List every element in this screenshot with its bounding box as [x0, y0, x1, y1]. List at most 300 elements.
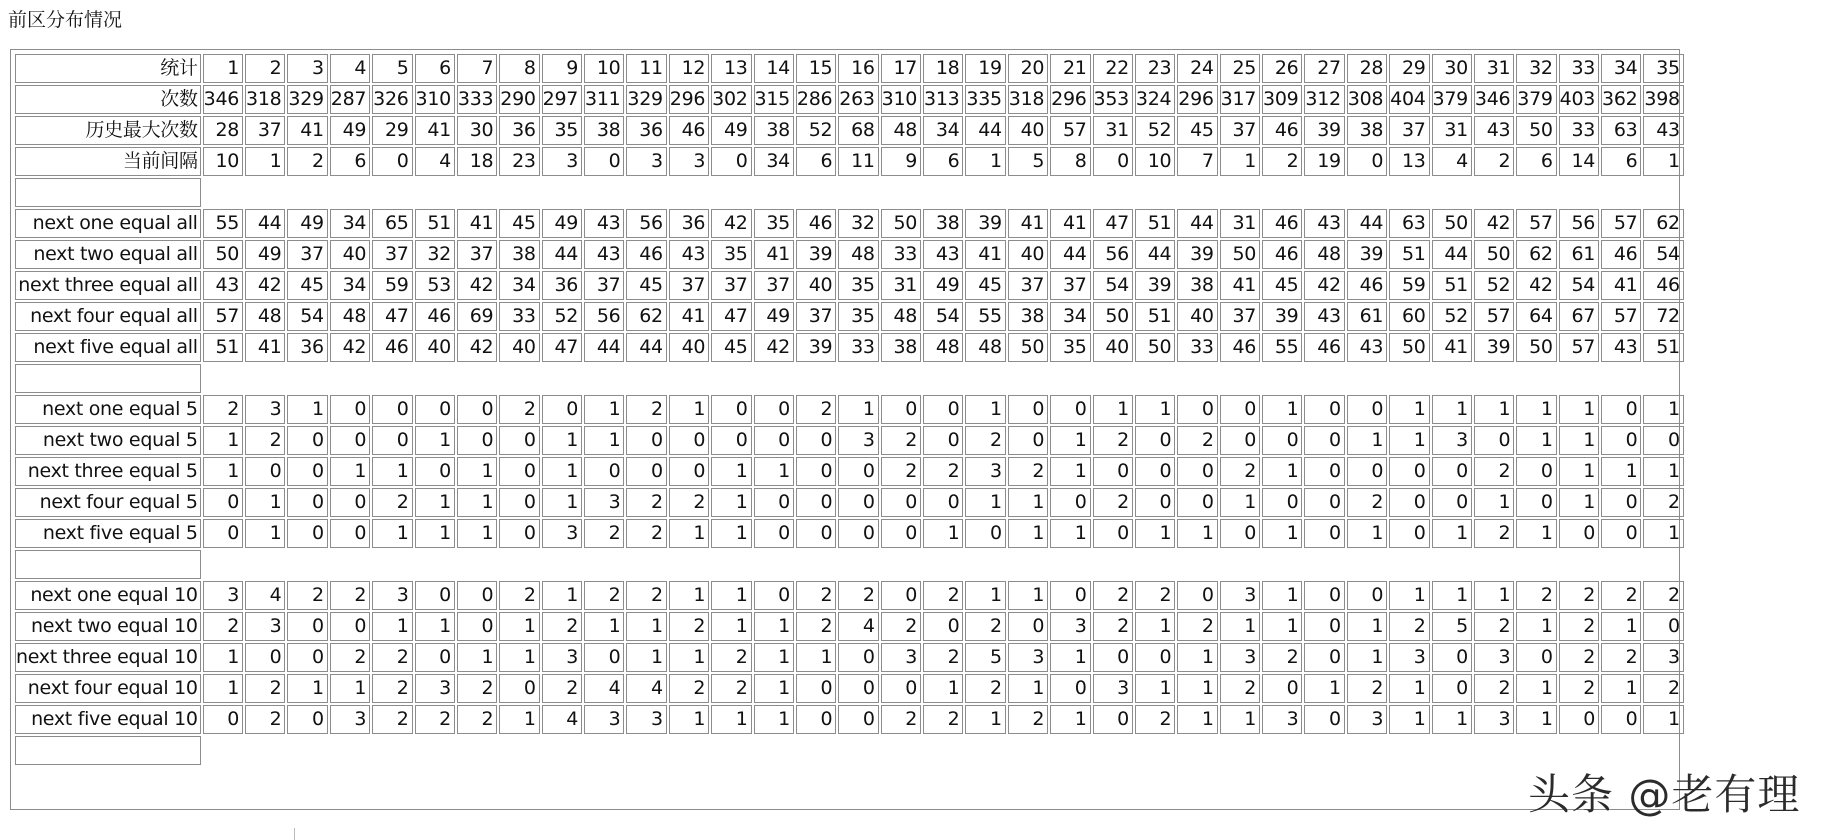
table-cell: 1	[1008, 488, 1048, 517]
table-cell: 0	[372, 395, 412, 424]
table-cell: 0	[838, 674, 878, 703]
table-cell: 3	[584, 488, 624, 517]
empty-cell	[796, 178, 836, 207]
table-cell: 1	[1008, 519, 1048, 548]
empty-cell	[457, 550, 497, 579]
table-cell: 0	[330, 519, 370, 548]
empty-cell	[669, 736, 709, 765]
empty-cell	[711, 364, 751, 393]
table-cell: 2	[1389, 612, 1429, 641]
table-cell: 0	[1389, 519, 1429, 548]
empty-cell	[1093, 364, 1133, 393]
table-cell: 346	[203, 85, 243, 114]
table-row	[15, 643, 1684, 672]
table-cell: 2	[1559, 674, 1599, 703]
table-cell: 1	[457, 488, 497, 517]
table-cell: 0	[1220, 395, 1260, 424]
table-cell: 3	[1262, 705, 1302, 734]
table-cell: 4	[838, 612, 878, 641]
table-cell: 1	[1347, 643, 1387, 672]
table-cell: 1	[1135, 395, 1175, 424]
empty-cell	[754, 736, 794, 765]
table-cell: 2	[1347, 674, 1387, 703]
table-cell: 1	[415, 612, 455, 641]
row-label: next five equal all	[15, 333, 201, 362]
table-cell: 3	[1347, 705, 1387, 734]
table-cell: 2	[881, 612, 921, 641]
table-cell: 313	[923, 85, 963, 114]
table-cell: 2	[626, 395, 666, 424]
table-cell: 0	[203, 705, 243, 734]
table-cell: 1	[1432, 581, 1472, 610]
table-cell: 39	[1304, 116, 1344, 145]
table-cell: 1	[584, 426, 624, 455]
table-cell: 8	[1050, 147, 1090, 176]
table-cell: 41	[1601, 271, 1641, 300]
table-cell: 1	[584, 612, 624, 641]
table-cell: 3	[1050, 612, 1090, 641]
table-cell: 56	[1093, 240, 1133, 269]
table-cell: 0	[796, 488, 836, 517]
table-cell: 346	[1474, 85, 1514, 114]
table-cell: 0	[245, 457, 285, 486]
empty-cell	[669, 550, 709, 579]
table-cell: 1	[1474, 488, 1514, 517]
table-cell: 63	[1601, 116, 1641, 145]
table-cell: 56	[1559, 209, 1599, 238]
table-row	[15, 271, 1684, 300]
table-cell: 3	[1220, 643, 1260, 672]
table-cell: 1	[1177, 643, 1217, 672]
table-cell: 28	[203, 116, 243, 145]
table-cell: 1	[457, 519, 497, 548]
table-cell: 50	[881, 209, 921, 238]
table-cell: 46	[626, 240, 666, 269]
table-cell: 46	[1304, 333, 1344, 362]
empty-cell	[923, 550, 963, 579]
table-cell: 0	[1304, 705, 1344, 734]
table-cell: 2	[1177, 612, 1217, 641]
table-cell: 1	[1262, 457, 1302, 486]
table-cell: 0	[1601, 426, 1641, 455]
table-cell: 0	[1432, 488, 1472, 517]
table-cell: 0	[796, 457, 836, 486]
table-cell: 0	[881, 674, 921, 703]
table-cell: 37	[1220, 116, 1260, 145]
table-cell: 0	[1516, 643, 1556, 672]
table-cell: 0	[626, 457, 666, 486]
header-row	[15, 54, 1684, 83]
table-cell: 44	[1050, 240, 1090, 269]
row-label: next five equal 10	[15, 705, 201, 734]
empty-cell	[415, 550, 455, 579]
table-cell: 286	[796, 85, 836, 114]
empty-cell	[838, 736, 878, 765]
row-label: next two equal 5	[15, 426, 201, 455]
table-cell: 46	[1601, 240, 1641, 269]
table-cell: 0	[838, 519, 878, 548]
empty-cell	[499, 178, 539, 207]
table-cell: 39	[796, 240, 836, 269]
empty-cell	[626, 550, 666, 579]
table-cell: 4	[584, 674, 624, 703]
table-cell: 23	[499, 147, 539, 176]
table-cell: 33	[1177, 333, 1217, 362]
table-cell: 1	[1262, 395, 1302, 424]
empty-cell	[245, 736, 285, 765]
table-cell: 0	[1347, 147, 1387, 176]
empty-cell	[1601, 364, 1641, 393]
table-cell: 1	[1389, 705, 1429, 734]
table-cell: 0	[415, 643, 455, 672]
table-row	[15, 116, 1684, 145]
table-cell: 40	[499, 333, 539, 362]
table-cell: 362	[1601, 85, 1641, 114]
table-cell: 6	[1601, 147, 1641, 176]
row-label: 次数	[15, 85, 201, 114]
table-cell: 3	[245, 395, 285, 424]
empty-cell	[1135, 736, 1175, 765]
table-cell: 9	[542, 54, 582, 83]
table-cell: 39	[1474, 333, 1514, 362]
table-cell: 1	[1220, 488, 1260, 517]
row-label: next three equal all	[15, 271, 201, 300]
empty-cell	[1347, 736, 1387, 765]
table-cell: 43	[1304, 209, 1344, 238]
table-cell: 329	[626, 85, 666, 114]
table-cell: 24	[1177, 54, 1217, 83]
table-cell: 0	[1516, 457, 1556, 486]
empty-cell	[1050, 364, 1090, 393]
table-cell: 1	[1177, 519, 1217, 548]
table-cell: 43	[1643, 116, 1683, 145]
table-cell: 1	[626, 643, 666, 672]
table-cell: 0	[1516, 488, 1556, 517]
table-cell: 2	[1347, 488, 1387, 517]
table-cell: 1	[1432, 705, 1472, 734]
table-cell: 290	[499, 85, 539, 114]
empty-cell	[1262, 364, 1302, 393]
table-cell: 46	[669, 116, 709, 145]
row-label: 历史最大次数	[15, 116, 201, 145]
empty-cell	[330, 178, 370, 207]
table-cell: 57	[1559, 333, 1599, 362]
table-cell: 2	[923, 581, 963, 610]
table-cell: 379	[1516, 85, 1556, 114]
table-cell: 1	[1050, 457, 1090, 486]
empty-cell	[330, 736, 370, 765]
table-cell: 40	[1008, 116, 1048, 145]
table-cell: 38	[1177, 271, 1217, 300]
table-cell: 2	[203, 395, 243, 424]
table-cell: 7	[457, 54, 497, 83]
empty-cell	[669, 178, 709, 207]
empty-cell	[542, 364, 582, 393]
row-label: next four equal 10	[15, 674, 201, 703]
table-cell: 0	[372, 147, 412, 176]
table-cell: 41	[1050, 209, 1090, 238]
table-cell: 2	[711, 643, 751, 672]
empty-cell	[245, 178, 285, 207]
table-cell: 40	[669, 333, 709, 362]
table-cell: 54	[1093, 271, 1133, 300]
table-cell: 1	[499, 612, 539, 641]
table-cell: 0	[1432, 457, 1472, 486]
table-cell: 1	[754, 705, 794, 734]
table-cell: 50	[1220, 240, 1260, 269]
empty-cell	[1389, 550, 1429, 579]
empty-cell	[499, 550, 539, 579]
table-cell: 1	[923, 519, 963, 548]
table-cell: 43	[669, 240, 709, 269]
empty-cell	[1177, 364, 1217, 393]
table-row	[15, 147, 1684, 176]
table-cell: 2	[669, 612, 709, 641]
table-cell: 3	[1643, 643, 1683, 672]
table-cell: 38	[754, 116, 794, 145]
table-cell: 0	[330, 488, 370, 517]
empty-cell	[1559, 178, 1599, 207]
table-row	[15, 612, 1684, 641]
table-cell: 2	[626, 519, 666, 548]
table-cell: 49	[330, 116, 370, 145]
table-cell: 36	[499, 116, 539, 145]
table-cell: 404	[1389, 85, 1429, 114]
table-cell: 2	[1177, 426, 1217, 455]
table-cell: 1	[1008, 674, 1048, 703]
table-cell: 1	[754, 674, 794, 703]
table-cell: 0	[1601, 705, 1641, 734]
table-cell: 39	[1135, 271, 1175, 300]
table-cell: 40	[1008, 240, 1048, 269]
table-cell: 34	[1601, 54, 1641, 83]
table-cell: 5	[1008, 147, 1048, 176]
empty-cell	[1559, 736, 1599, 765]
empty-cell	[203, 550, 243, 579]
table-cell: 28	[1347, 54, 1387, 83]
empty-cell	[1432, 178, 1472, 207]
table-cell: 32	[1516, 54, 1556, 83]
table-cell: 62	[1643, 209, 1683, 238]
table-cell: 50	[1389, 333, 1429, 362]
empty-label-cell	[15, 736, 201, 765]
empty-cell	[1304, 364, 1344, 393]
table-cell: 11	[838, 147, 878, 176]
table-cell: 27	[1304, 54, 1344, 83]
table-cell: 2	[1135, 581, 1175, 610]
table-cell: 1	[542, 457, 582, 486]
table-cell: 0	[287, 457, 327, 486]
table-cell: 0	[711, 147, 751, 176]
table-cell: 1	[754, 643, 794, 672]
table-cell: 2	[923, 457, 963, 486]
table-cell: 1	[1432, 519, 1472, 548]
table-cell: 2	[542, 674, 582, 703]
empty-cell	[1601, 550, 1641, 579]
table-cell: 57	[1516, 209, 1556, 238]
table-cell: 61	[1347, 302, 1387, 331]
table-cell: 40	[1093, 333, 1133, 362]
table-cell: 47	[542, 333, 582, 362]
table-cell: 3	[1093, 674, 1133, 703]
table-cell: 52	[796, 116, 836, 145]
row-label: next one equal 10	[15, 581, 201, 610]
table-cell: 2	[457, 705, 497, 734]
table-cell: 1	[203, 457, 243, 486]
table-cell: 15	[796, 54, 836, 83]
empty-cell	[1008, 736, 1048, 765]
empty-cell	[1389, 178, 1429, 207]
table-cell: 54	[1559, 271, 1599, 300]
table-cell: 2	[287, 147, 327, 176]
table-cell: 3	[1432, 426, 1472, 455]
table-cell: 33	[1559, 54, 1599, 83]
table-cell: 0	[1135, 488, 1175, 517]
empty-cell	[330, 550, 370, 579]
table-cell: 45	[287, 271, 327, 300]
table-cell: 0	[1177, 457, 1217, 486]
table-cell: 2	[330, 643, 370, 672]
table-cell: 0	[711, 426, 751, 455]
table-cell: 41	[287, 116, 327, 145]
table-cell: 56	[626, 209, 666, 238]
empty-cell	[1008, 550, 1048, 579]
empty-cell	[415, 178, 455, 207]
empty-cell	[203, 736, 243, 765]
table-cell: 1	[1389, 581, 1429, 610]
row-label: next four equal 5	[15, 488, 201, 517]
table-cell: 0	[1347, 395, 1387, 424]
empty-cell	[1135, 364, 1175, 393]
table-cell: 1	[965, 488, 1005, 517]
table-cell: 0	[287, 612, 327, 641]
table-cell: 3	[584, 705, 624, 734]
table-cell: 32	[838, 209, 878, 238]
table-cell: 45	[499, 209, 539, 238]
table-cell: 0	[499, 488, 539, 517]
table-cell: 0	[1050, 395, 1090, 424]
table-cell: 46	[796, 209, 836, 238]
table-cell: 44	[584, 333, 624, 362]
table-cell: 43	[1474, 116, 1514, 145]
table-cell: 2	[1474, 519, 1514, 548]
table-cell: 47	[372, 302, 412, 331]
table-cell: 50	[1516, 333, 1556, 362]
table-cell: 353	[1093, 85, 1133, 114]
table-cell: 1	[1262, 612, 1302, 641]
empty-cell	[1474, 178, 1514, 207]
table-cell: 1	[1262, 581, 1302, 610]
empty-cell	[542, 178, 582, 207]
empty-cell	[626, 178, 666, 207]
table-cell: 2	[1093, 581, 1133, 610]
table-cell: 2	[965, 612, 1005, 641]
table-cell: 29	[372, 116, 412, 145]
table-cell: 0	[881, 519, 921, 548]
table-cell: 308	[1347, 85, 1387, 114]
table-cell: 2	[1643, 488, 1683, 517]
empty-cell	[245, 550, 285, 579]
table-cell: 0	[1389, 488, 1429, 517]
empty-cell	[372, 364, 412, 393]
table-cell: 0	[542, 395, 582, 424]
table-cell: 2	[1474, 457, 1514, 486]
table-cell: 8	[499, 54, 539, 83]
empty-cell	[1220, 550, 1260, 579]
table-cell: 44	[965, 116, 1005, 145]
table-cell: 36	[626, 116, 666, 145]
empty-cell	[838, 364, 878, 393]
table-cell: 2	[542, 612, 582, 641]
table-cell: 0	[287, 488, 327, 517]
empty-cell	[1474, 736, 1514, 765]
table-cell: 43	[923, 240, 963, 269]
table-cell: 296	[1050, 85, 1090, 114]
empty-cell	[203, 178, 243, 207]
table-row	[15, 395, 1684, 424]
table-cell: 2	[1474, 612, 1514, 641]
table-cell: 1	[372, 457, 412, 486]
table-cell: 1	[203, 643, 243, 672]
table-cell: 31	[1093, 116, 1133, 145]
empty-cell	[203, 364, 243, 393]
table-cell: 0	[457, 395, 497, 424]
table-cell: 34	[754, 147, 794, 176]
table-cell: 1	[669, 643, 709, 672]
empty-cell	[923, 364, 963, 393]
table-cell: 35	[711, 240, 751, 269]
table-cell: 0	[1347, 457, 1387, 486]
empty-cell	[1601, 178, 1641, 207]
table-cell: 4	[542, 705, 582, 734]
table-row	[15, 705, 1684, 734]
table-cell: 1	[1220, 612, 1260, 641]
empty-cell	[1093, 736, 1133, 765]
table-cell: 2	[1643, 581, 1683, 610]
table-cell: 2	[1559, 612, 1599, 641]
table-cell: 38	[881, 333, 921, 362]
table-cell: 25	[1220, 54, 1260, 83]
table-cell: 302	[711, 85, 751, 114]
table-cell: 1	[584, 395, 624, 424]
table-cell: 10	[584, 54, 624, 83]
empty-cell	[287, 178, 327, 207]
table-cell: 287	[330, 85, 370, 114]
table-cell: 54	[923, 302, 963, 331]
table-cell: 62	[626, 302, 666, 331]
table-cell: 0	[1093, 457, 1133, 486]
table-cell: 11	[626, 54, 666, 83]
empty-cell	[881, 550, 921, 579]
empty-cell	[584, 550, 624, 579]
table-cell: 1	[1135, 519, 1175, 548]
table-cell: 2	[330, 581, 370, 610]
table-cell: 2	[923, 705, 963, 734]
table-cell: 3	[965, 457, 1005, 486]
table-cell: 38	[1347, 116, 1387, 145]
table-cell: 0	[796, 674, 836, 703]
table-cell: 1	[1516, 395, 1556, 424]
table-row	[15, 85, 1684, 114]
table-cell: 1	[1516, 519, 1556, 548]
table-cell: 50	[1135, 333, 1175, 362]
table-cell: 1	[1050, 426, 1090, 455]
empty-cell	[1177, 736, 1217, 765]
table-cell: 57	[203, 302, 243, 331]
table-cell: 0	[287, 519, 327, 548]
table-cell: 0	[1050, 581, 1090, 610]
table-cell: 0	[245, 643, 285, 672]
